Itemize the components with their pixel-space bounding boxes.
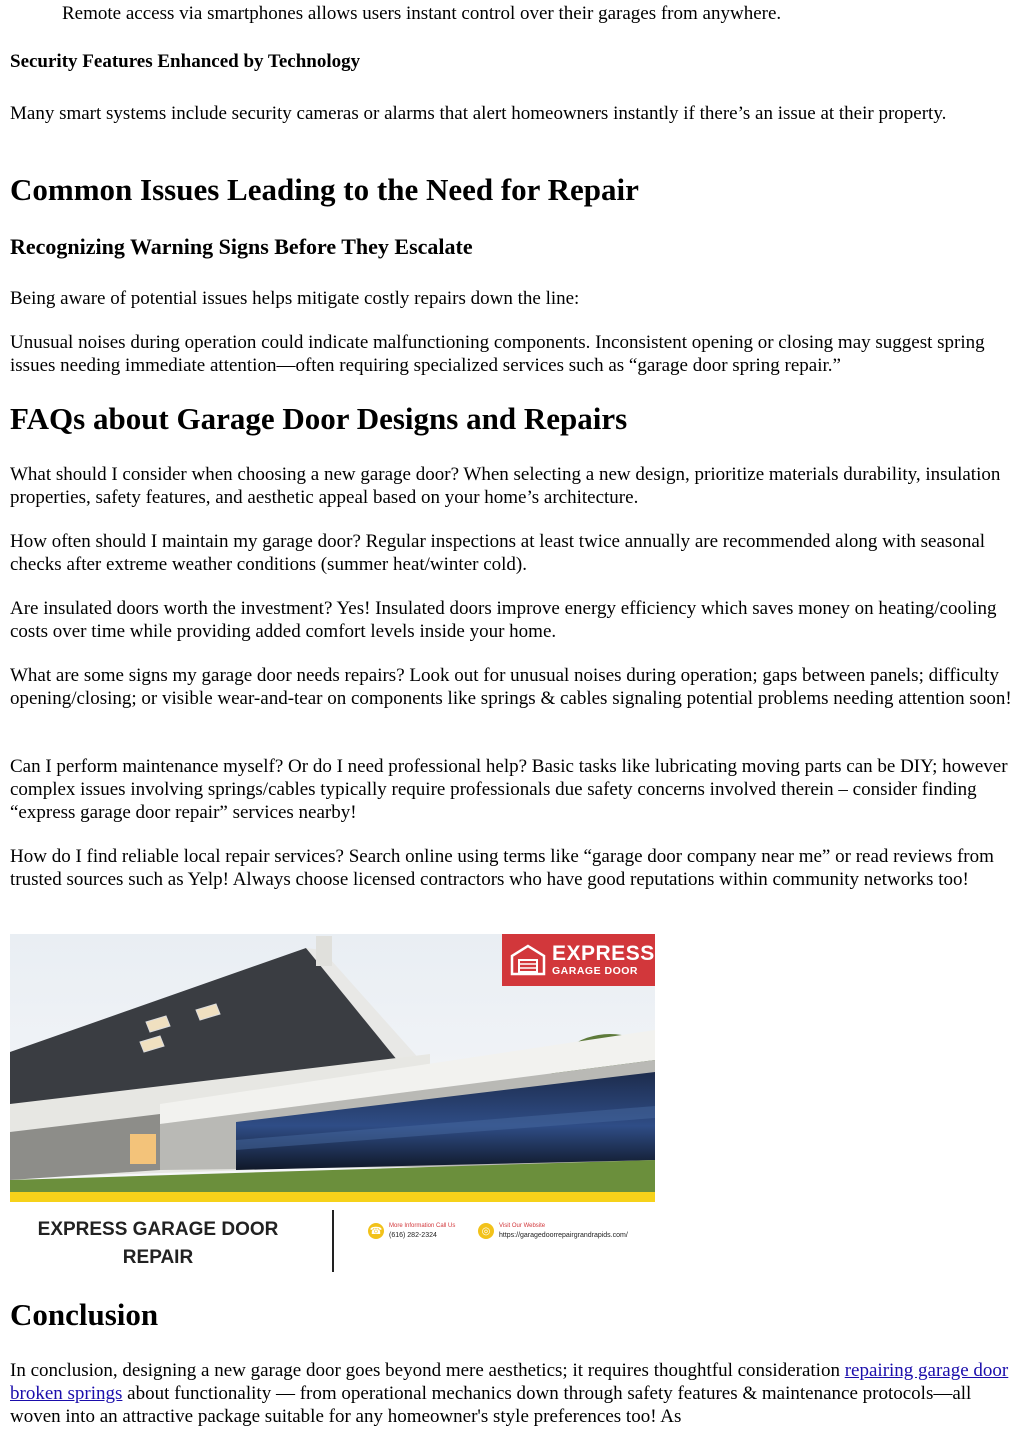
conclusion-text-after: about functionality — from operational mechanics down through safety features & maintenance protocols—all woven into an attractive package suitable for any homeowner's style preferences too! As [10, 1383, 972, 1427]
call-label: More Information Call Us [389, 1223, 456, 1229]
brand-logo [502, 934, 655, 986]
repairing-springs-link[interactable]: repairing garage door broken springs [10, 1360, 1009, 1404]
globe-icon: ◎ [478, 1223, 494, 1239]
faq-item: How do I find reliable local repair services? Search online using terms like “garage door company near me” or read reviews from trusted sources such as Yelp! Always choose licensed contractors who have good reputations within community networks too! [10, 846, 994, 890]
faq-item: Can I perform maintenance myself? Or do I need professional help? Basic tasks like lubricating moving parts can be DIY; however complex issues involving springs/cables typically require professionals due safety concerns involved therein – consider finding “express garage door repair” services nearby! [10, 756, 1008, 823]
web-label: Visit Our Website [499, 1223, 546, 1229]
yellow-strip [10, 1192, 655, 1202]
company-name [28, 1216, 288, 1272]
faq-item: Are insulated doors worth the investment? Yes! Insulated doors improve energy efficiency which saves money on heating/cooling costs over time while providing added comfort levels inside your home. [10, 598, 997, 642]
warning-paragraph: Unusual noises during operation could indicate malfunctioning components. Inconsistent opening or closing may suggest spring issues needing immediate attention—often requiring specialized services such as “garage door spring repair.” [10, 332, 985, 376]
phone-icon: ☎ [368, 1223, 384, 1239]
company-line1: EXPRESS GARAGE DOOR [37, 1219, 279, 1240]
common-issues-heading: Common Issues Leading to the Need for Repair [10, 172, 639, 207]
security-paragraph: Many smart systems include security cameras or alarms that alert homeowners instantly if there’s an issue at their property. [10, 103, 947, 124]
company-line2: REPAIR [122, 1247, 194, 1268]
faq-item: What should I consider when choosing a new garage door? When selecting a new design, prioritize materials durability, insulation properties, safety features, and aesthetic appeal based on your home’s architecture. [10, 464, 1001, 508]
banner-footer [10, 1202, 655, 1272]
banner-divider [332, 1210, 334, 1272]
garage-door-banner-image [10, 934, 655, 1272]
intro-text: Remote access via smartphones allows users instant control over their garages from anywhere. [62, 3, 782, 24]
phone-number: (616) 282-2324 [389, 1232, 437, 1239]
brand-line2: GARAGE DOOR [552, 965, 639, 978]
warning-signs-heading: Recognizing Warning Signs Before They Escalate [10, 234, 473, 259]
conclusion-text-before: In conclusion, designing a new garage door goes beyond mere aesthetics; it requires thoughtful consideration [10, 1360, 845, 1381]
web-contact [478, 1222, 628, 1240]
call-contact [368, 1222, 455, 1240]
conclusion-paragraph [10, 1359, 1014, 1428]
faq-heading: FAQs about Garage Door Designs and Repairs [10, 401, 628, 436]
website-url: https://garagedoorrepairgrandrapids.com/ [499, 1232, 628, 1239]
brand-line1: EXPRESS [552, 942, 655, 966]
faq-item: What are some signs my garage door needs repairs? Look out for unusual noises during operation; gaps between panels; difficulty opening/closing; or visible wear-and-tear on components like springs & cables signaling potential problems needing attention soon! [10, 665, 1012, 709]
security-heading: Security Features Enhanced by Technology [10, 51, 361, 72]
warning-intro-paragraph: Being aware of potential issues helps mitigate costly repairs down the line: [10, 288, 580, 309]
garage-house-icon [510, 944, 546, 976]
faq-item: How often should I maintain my garage door? Regular inspections at least twice annually are recommended along with seasonal checks after extreme weather conditions (summer heat/winter cold). [10, 531, 986, 575]
conclusion-heading: Conclusion [10, 1297, 159, 1332]
